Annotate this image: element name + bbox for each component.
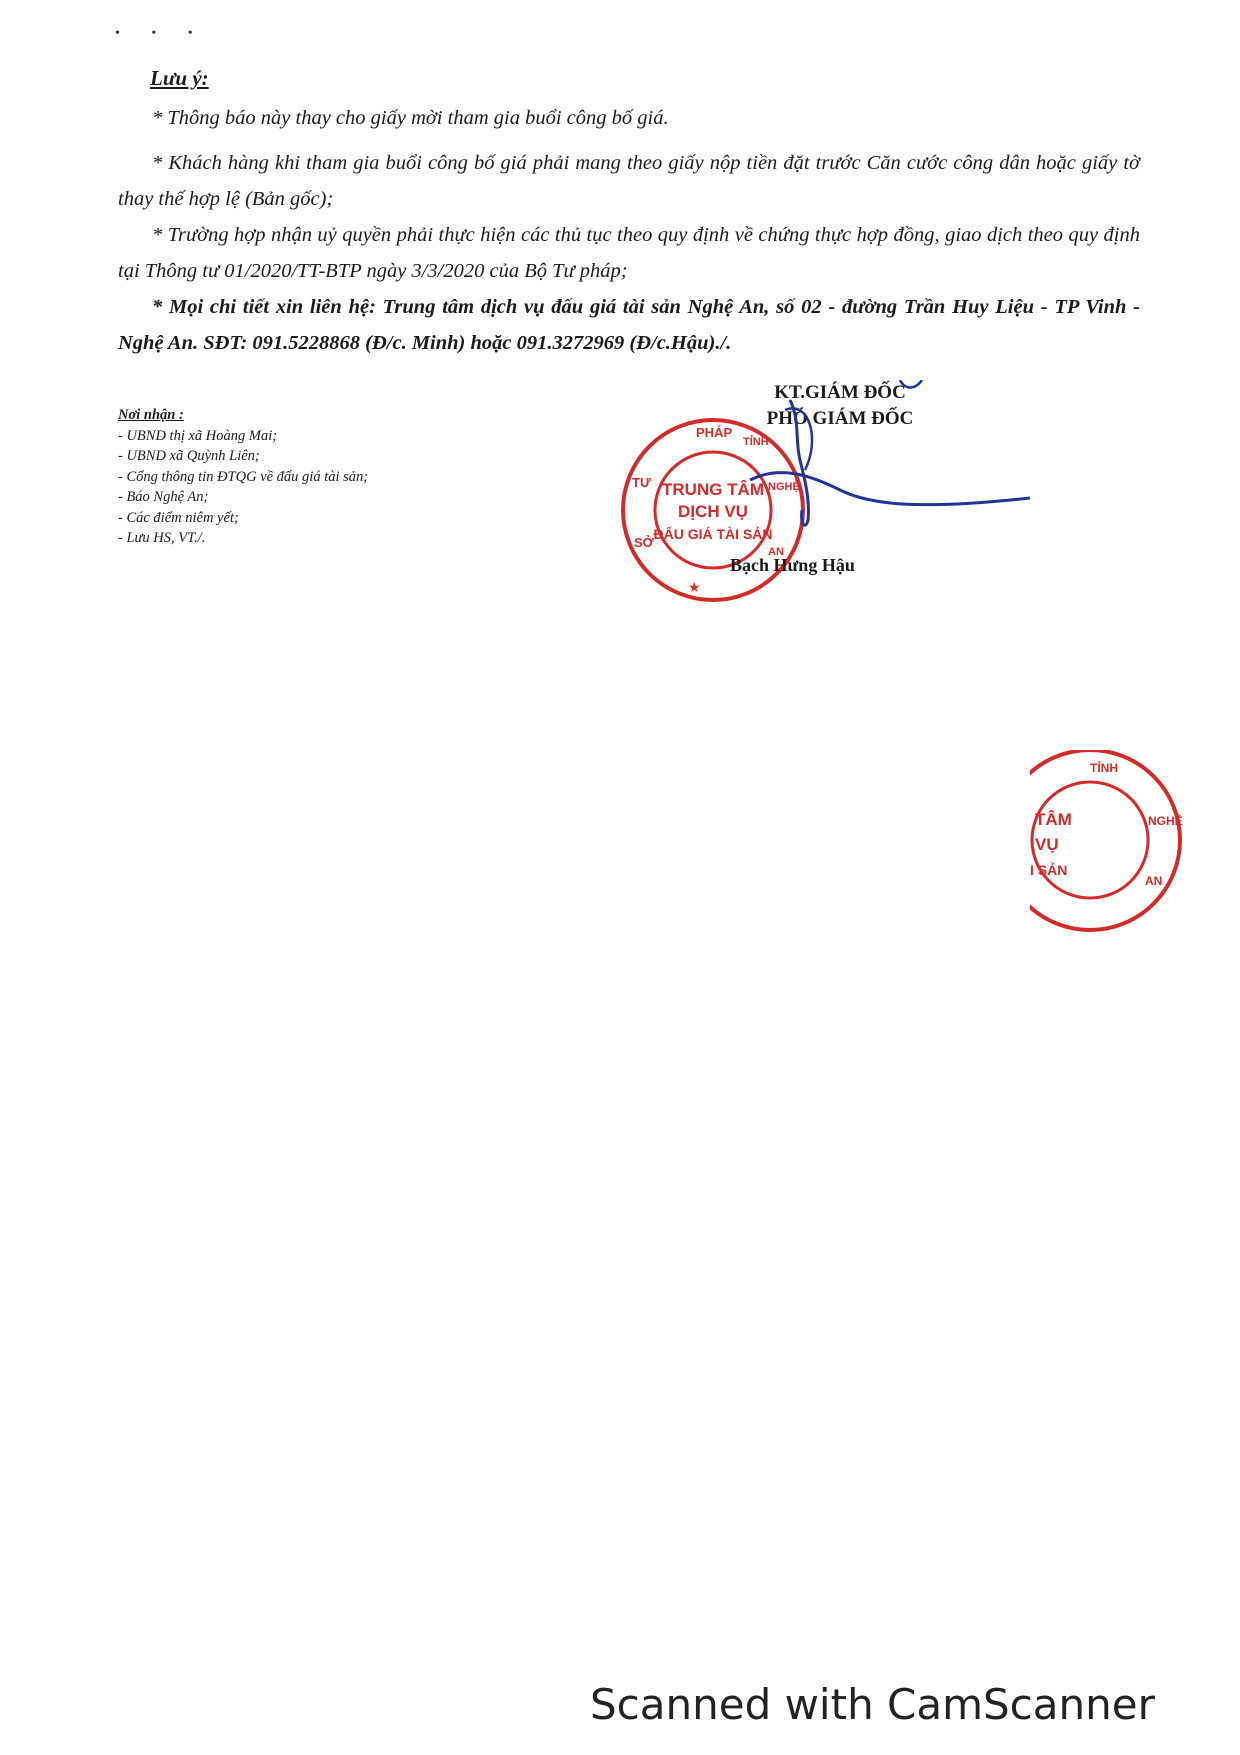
note-title: Lưu ý: [150, 66, 209, 90]
note-item-1: * Thông báo này thay cho giấy mời tham gia buổi công bố giá. [152, 107, 669, 129]
note-item-4: * Mọi chi tiết xin liên hệ: Trung tâm dịch vụ đấu giá tài sản Nghệ An, số 02 - đường Trần Huy Liệu - TP Vinh - Nghệ An. SĐT: 091.5228868 (Đ/c. Minh) hoặc 091.3272969 (Đ/c.Hậu)./. [118, 296, 1140, 354]
seal-outer-right: TỈNH [743, 436, 769, 448]
sign-line-1: KT.GIÁM ĐỐC [774, 382, 906, 403]
recipient-item: - Báo Nghệ An; [118, 489, 209, 505]
recipients-title: Nơi nhận : [118, 407, 184, 423]
recipient-item: - Các điểm niêm yết; [118, 509, 239, 526]
seal-outer-right-3: AN [768, 546, 784, 558]
seal-outer-left: TƯ [632, 475, 651, 490]
recipient-item: - Cổng thông tin ĐTQG về đấu giá tài sản; [118, 468, 369, 485]
partial-seal-top: TỈNH [1090, 761, 1118, 775]
seal-outer-top: PHÁP [696, 425, 733, 440]
seal-star-icon: ★ [688, 580, 701, 596]
seal-outer-left-2: SỞ [634, 535, 654, 550]
header-dots: • • • [115, 26, 207, 41]
recipient-item: - Lưu HS, VT./. [118, 530, 206, 546]
seal-line-1: TRUNG TÂM [662, 480, 764, 499]
seal-outer-right-2: NGHỆ [768, 481, 800, 493]
recipient-item: - UBND thị xã Hoàng Mai; [118, 427, 278, 444]
recipient-item: - UBND xã Quỳnh Liên; [118, 448, 260, 464]
note-item-3: * Trường hợp nhận uỷ quyền phải thực hiện các thủ tục theo quy định về chứng thực hợp đồng, giao dịch theo quy định tại Thông tư 01/2020/TT-BTP ngày 3/3/2020 của Bộ Tư pháp; [118, 224, 1140, 282]
recipients-block [118, 405, 368, 549]
partial-seal-line-2: VỤ [1035, 835, 1059, 854]
sign-line-2: PHÓ GIÁM ĐỐC [766, 408, 914, 429]
note-item-2: * Khách hàng khi tham gia buổi công bố giá phải mang theo giấy nộp tiền đặt trước Căn cước công dân hoặc giấy tờ thay thế hợp lệ (Bản gốc); [118, 152, 1140, 210]
partial-seal-icon [1030, 750, 1240, 950]
partial-seal-right-2: AN [1145, 874, 1163, 888]
partial-seal-right: NGHỆ [1148, 814, 1183, 828]
seal-line-3: ĐẤU GIÁ TÀI SẢN [653, 526, 773, 542]
camscanner-watermark: Scanned with CamScanner [590, 1680, 1155, 1729]
handwritten-signature-icon [690, 380, 1050, 580]
partial-seal-line-1: TÂM [1035, 810, 1072, 829]
partial-seal-line-3: I SẢN [1030, 862, 1068, 878]
signer-name: Bạch Hưng Hậu [730, 555, 855, 575]
seal-line-2: DỊCH VỤ [678, 502, 748, 521]
